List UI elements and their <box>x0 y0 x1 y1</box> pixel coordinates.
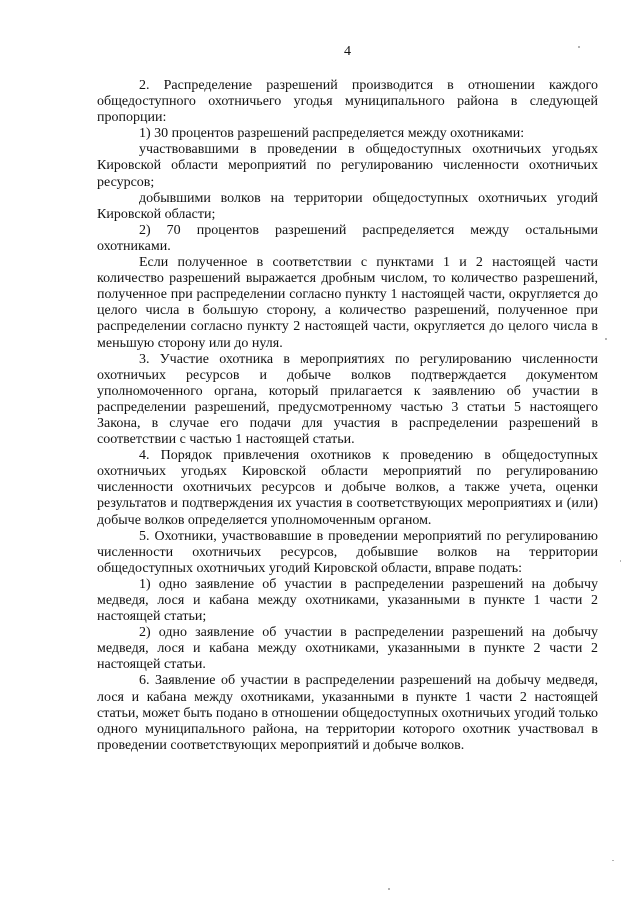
paragraph-3: 3. Участие охотника в мероприятиях по регулированию численности охотничьих ресурсов и добыче волков подтверждается документом уполномоченного органа, который прилагается к заявлению об участии в распределении разрешений, предусмотренному частью 3 статьи 5 настоящего Закона, в случае его подачи для участия в распределении разрешений в соответствии с частью 1 настоящей статьи. <box>97 351 598 448</box>
paragraph-5: 5. Охотники, участвовавшие в проведении мероприятий по регулированию численности охотничьих ресурсов, добывшие волков на территории общедоступных охотничьих угодий Кировской области, вправе подать: <box>97 528 598 576</box>
paragraph-5-item-2: 2) одно заявление об участии в распределении разрешений на добычу медведя, лося и кабана между охотниками, указанными в пункте 2 части 2 настоящей статьи. <box>97 625 598 673</box>
scan-speck <box>578 46 580 48</box>
scan-speck <box>388 888 390 890</box>
paragraph-2: 2. Распределение разрешений производится в отношении каждого общедоступного охотничьего угодья муниципального района в следующей пропорции: <box>97 78 598 126</box>
paragraph-4: 4. Порядок привлечения охотников к проведению в общедоступных охотничьих угодьях Кировской области мероприятий по регулированию численности охотничьих ресурсов и добыче волков, а также учета, оценки результатов и подтверждения их участия в соответствующих мероприятиях и (или) добыче волков определяется уполномоченным органом. <box>97 448 598 528</box>
paragraph-2-item-1-b: добывшими волков на территории общедоступных охотничьих угодий Кировской области; <box>97 190 598 222</box>
paragraph-5-item-1: 1) одно заявление об участии в распределении разрешений на добычу медведя, лося и кабана между охотниками, указанными в пункте 1 части 2 настоящей статьи; <box>97 576 598 625</box>
paragraph-2-item-1: 1) 30 процентов разрешений распределяется между охотниками: <box>139 126 525 142</box>
paragraph-2-item-2: 2) 70 процентов разрешений распределяется между остальными охотниками. <box>97 222 598 254</box>
page-number: 4 <box>344 44 351 59</box>
paragraph-2-item-1-a: участвовавшими в проведении в общедоступных охотничьих угодьях Кировской области мероприятий по регулированию численности охотничьих ресурсов; <box>97 142 598 190</box>
scan-speck <box>605 338 607 340</box>
paragraph-rounding-rule: Если полученное в соответствии с пунктами 1 и 2 настоящей части количество разрешений выражается дробным числом, то количество разрешений, полученное при распределении согласно пункту 1 настоящей части, округляется до целого числа в большую сторону, а количество разрешений, полученное при распределении согласно пункту 2 настоящей части, округляется до целого числа в меньшую сторону или до нуля. <box>97 255 598 351</box>
document-body <box>97 78 598 754</box>
scan-speck <box>612 860 614 861</box>
paragraph-6: 6. Заявление об участии в распределении разрешений на добычу медведя, лося и кабана между охотниками, указанными в пункте 1 части 2 настоящей статьи, может быть подано в отношении общедоступных охотничьих угодий только одного муниципального района, на территории которого охотник участвовал в проведении соответствующих мероприятий и добыче волков. <box>97 673 598 753</box>
scan-speck <box>620 560 621 562</box>
